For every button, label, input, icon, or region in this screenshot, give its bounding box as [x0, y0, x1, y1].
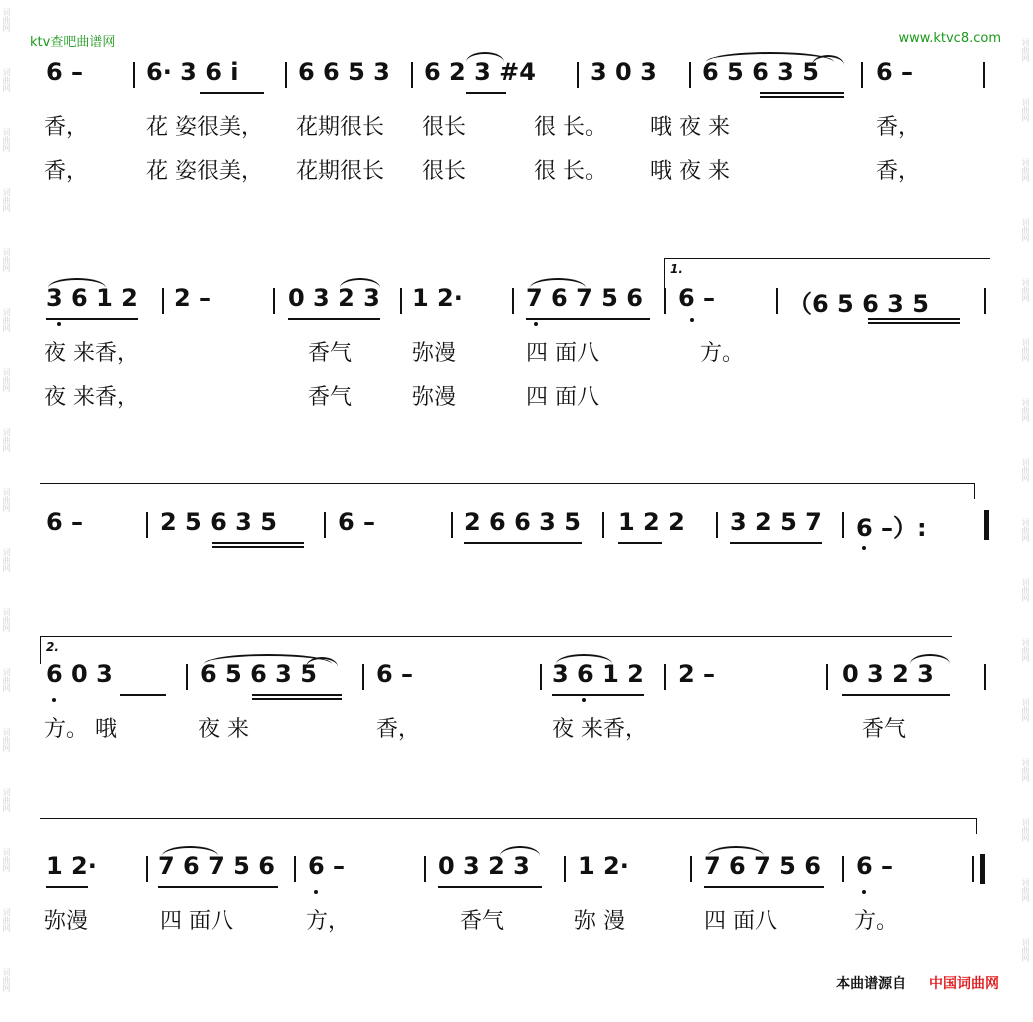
beam: [46, 886, 88, 888]
lyric: 哦 夜 来: [650, 115, 730, 140]
beam: [200, 92, 264, 94]
measure: 3 6 1 2: [46, 284, 138, 312]
volta-label: 2.: [46, 640, 59, 654]
lyric: 很 长。: [534, 159, 607, 184]
watermark-text: 词曲网: [1021, 758, 1030, 782]
low-octave-dot: [690, 318, 694, 322]
measure: 1 2·: [578, 852, 629, 880]
lyric: 四 面八: [704, 909, 777, 934]
barline: [564, 856, 566, 882]
measure: 1 2·: [46, 852, 97, 880]
low-octave-dot: [862, 890, 866, 894]
watermark-text: 词曲网: [2, 788, 11, 812]
measure: 6 –: [376, 660, 414, 688]
beam: [760, 96, 844, 98]
low-octave-dot: [57, 322, 61, 326]
volta-label: 1.: [670, 262, 683, 276]
lyric: 很长: [422, 159, 467, 184]
lyrics-verse-1: [0, 110, 1033, 140]
barline: [602, 512, 604, 538]
final-barline-thin: [972, 856, 974, 882]
barline: [146, 512, 148, 538]
slur: [530, 278, 586, 288]
beam: [288, 318, 380, 320]
watermark-text: 词曲网: [2, 548, 11, 572]
watermark-text: 词曲网: [1021, 398, 1030, 422]
measure: 1 2·: [412, 284, 463, 312]
measure: 2 –: [174, 284, 212, 312]
slur: [812, 55, 844, 65]
watermark-text: 词曲网: [2, 428, 11, 452]
watermark-text: 词曲网: [1021, 638, 1030, 662]
slur: [340, 278, 380, 288]
watermark-text: 词曲网: [2, 668, 11, 692]
lyric: 弥漫: [44, 909, 89, 934]
barline: [273, 288, 275, 314]
watermark-text: 词曲网: [1021, 158, 1030, 182]
beam: [842, 694, 950, 696]
measure: 0 3 2 3: [438, 852, 530, 880]
notes-line: [0, 852, 1033, 892]
score-system-3: [0, 508, 1033, 678]
measure: 6 –: [308, 852, 346, 880]
lyric: 香，: [44, 115, 89, 140]
barline: [826, 664, 828, 690]
slur: [708, 846, 764, 856]
lyric: 香，: [876, 115, 921, 140]
lyric: 四 面八: [526, 341, 599, 366]
barline: [162, 288, 164, 314]
lyric: 弥漫: [412, 341, 457, 366]
barline: [451, 512, 453, 538]
lyric: 哦 夜 来: [650, 159, 730, 184]
score-system-5: [0, 852, 1033, 1022]
low-octave-dot: [862, 546, 866, 550]
watermark-text: 词曲网: [1021, 98, 1030, 122]
barline: [424, 856, 426, 882]
barline: [512, 288, 514, 314]
lyric: 香气: [308, 341, 353, 366]
watermark-text: 词曲网: [1021, 878, 1030, 902]
watermark-text: 词曲网: [1021, 578, 1030, 602]
watermark-text: 词曲网: [1021, 698, 1030, 722]
beam: [868, 318, 960, 320]
beam: [552, 694, 644, 696]
lyric: 花期很长: [296, 115, 385, 140]
lyric: 方。 哦: [44, 717, 117, 742]
barline: [690, 856, 692, 882]
lyric: 香气: [308, 385, 353, 410]
lyric: 弥漫: [412, 385, 457, 410]
repeat-bracket-line: [40, 483, 975, 484]
notes-line: [0, 660, 1033, 700]
watermark-text: 词曲网: [1021, 38, 1030, 62]
watermark-text: 词曲网: [1021, 518, 1030, 542]
barline: [664, 288, 666, 314]
volta-bracket: [664, 258, 990, 259]
lyric: 香，: [44, 159, 89, 184]
lyric: 很 长。: [534, 115, 607, 140]
slur: [48, 278, 106, 288]
low-octave-dot: [582, 698, 586, 702]
barline: [540, 664, 542, 690]
low-octave-dot: [314, 890, 318, 894]
low-octave-dot: [52, 698, 56, 702]
lyric: 夜 来香，: [552, 717, 647, 742]
barline: [983, 62, 985, 88]
lyric: 夜 来: [198, 717, 249, 742]
barline: [861, 62, 863, 88]
beam: [46, 318, 138, 320]
beam: [252, 694, 342, 696]
lyric: 香，: [376, 717, 421, 742]
brand-link[interactable]: 中国词曲网: [929, 976, 999, 992]
beam: [252, 698, 342, 700]
barline: [664, 664, 666, 690]
score-system-1: [0, 58, 1033, 228]
barline: [689, 62, 691, 88]
site-label-left[interactable]: ktv查吧曲谱网: [30, 35, 116, 50]
measure: 6 –: [678, 284, 716, 312]
barline: [577, 62, 579, 88]
watermark-text: 词曲网: [1021, 818, 1030, 842]
barline: [716, 512, 718, 538]
watermark-text: 词曲网: [2, 188, 11, 212]
barline: [400, 288, 402, 314]
beam: [438, 886, 542, 888]
watermark-text: 词曲网: [2, 608, 11, 632]
barline: [186, 664, 188, 690]
low-octave-dot: [534, 322, 538, 326]
watermark-text: 词曲网: [1021, 278, 1030, 302]
watermark-text: 词曲网: [2, 128, 11, 152]
lyric: 四 面八: [526, 385, 599, 410]
watermark-text: 词曲网: [1021, 218, 1030, 242]
watermark-text: 词曲网: [2, 308, 11, 332]
lyric: 很长: [422, 115, 467, 140]
notes-line: [0, 508, 1033, 548]
beam: [158, 886, 278, 888]
measure: 6 2 3 #4: [424, 58, 536, 86]
beam: [212, 546, 304, 548]
watermark-text: 词曲网: [2, 368, 11, 392]
measure: 6 –: [338, 508, 376, 536]
measure: 6 –）:: [856, 514, 927, 542]
barline: [324, 512, 326, 538]
beam: [704, 886, 824, 888]
beam: [466, 92, 506, 94]
repeat-end-barline: [984, 510, 989, 540]
watermark-text: 词曲网: [2, 968, 11, 992]
lyric: 夜 来香，: [44, 341, 139, 366]
lyrics-verse-1: [0, 904, 1033, 934]
lyric: 方，: [306, 909, 351, 934]
measure: 7 6 7 5 6: [526, 284, 643, 312]
lyric: 方。: [854, 909, 899, 934]
barline: [984, 288, 986, 314]
slur: [162, 846, 218, 856]
lyrics-verse-1: [0, 712, 1033, 742]
measure: （6 5 6 3 5: [788, 290, 929, 318]
measure: 2 5 6 3 5: [160, 508, 277, 536]
lyric: 香气: [862, 717, 907, 742]
lyric: 弥 漫: [574, 909, 625, 934]
watermark-text: 词曲网: [1021, 938, 1030, 962]
measure: 6 0 3: [46, 660, 113, 688]
barline: [294, 856, 296, 882]
measure: 3 0 3: [590, 58, 657, 86]
barline: [285, 62, 287, 88]
barline: [411, 62, 413, 88]
watermark-text: 词曲网: [2, 248, 11, 272]
barline: [842, 512, 844, 538]
beam: [464, 542, 582, 544]
watermark-text: 词曲网: [2, 728, 11, 752]
measure: 6 5 6 3 5: [702, 58, 819, 86]
beam: [526, 318, 650, 320]
beam: [618, 542, 662, 544]
barline: [776, 288, 778, 314]
slur: [466, 52, 504, 62]
watermark-text: 词曲网: [1021, 458, 1030, 482]
slur: [500, 846, 540, 856]
watermark-text: 词曲网: [2, 68, 11, 92]
score-system-2: [0, 262, 1033, 454]
notes-line: [0, 58, 1033, 98]
source-credit: [836, 973, 999, 993]
lyric: 花 姿很美，: [146, 115, 263, 140]
lyric: 香气: [460, 909, 505, 934]
beam: [212, 542, 304, 544]
measure: 6· 3 6 i: [146, 58, 239, 86]
beam: [120, 694, 166, 696]
lyrics-verse-2: [0, 154, 1033, 184]
watermark-text: 词曲网: [2, 488, 11, 512]
beam: [730, 542, 822, 544]
measure: 6 –: [46, 58, 84, 86]
lyric: 花 姿很美，: [146, 159, 263, 184]
lyric: 夜 来香，: [44, 385, 139, 410]
measure: 6 5 6 3 5: [200, 660, 317, 688]
bracket-hook: [976, 818, 977, 834]
repeat-bracket-hook: [974, 483, 975, 499]
barline: [146, 856, 148, 882]
final-barline-thick: [980, 854, 985, 884]
measure: 6 6 5 3: [298, 58, 390, 86]
lyrics-verse-2: [0, 380, 1033, 410]
lyric: 方。: [700, 341, 745, 366]
watermark-text: 词曲网: [2, 8, 11, 32]
watermark-text: 词曲网: [1021, 338, 1030, 362]
measure: 7 6 7 5 6: [704, 852, 821, 880]
volta-bracket: [40, 636, 952, 637]
barline: [362, 664, 364, 690]
measure: 1 2 2: [618, 508, 685, 536]
measure: 0 3 2 3: [288, 284, 380, 312]
measure: 6 –: [46, 508, 84, 536]
measure: 6 –: [856, 852, 894, 880]
measure: 2 6 6 3 5: [464, 508, 581, 536]
source-label: 本曲谱源自: [836, 976, 907, 992]
beam: [760, 92, 844, 94]
measure: 2 –: [678, 660, 716, 688]
barline: [133, 62, 135, 88]
barline: [842, 856, 844, 882]
notes-line: [0, 284, 1033, 324]
bracket-line: [40, 818, 977, 819]
measure: 0 3 2 3: [842, 660, 934, 688]
lyric: 四 面八: [160, 909, 233, 934]
barline: [984, 664, 986, 690]
measure: 3 2 5 7: [730, 508, 822, 536]
watermark-text: 词曲网: [2, 848, 11, 872]
measure: 7 6 7 5 6: [158, 852, 275, 880]
measure: 3 6 1 2: [552, 660, 644, 688]
lyric: 花期很长: [296, 159, 385, 184]
lyric: 香，: [876, 159, 921, 184]
measure: 6 –: [876, 58, 914, 86]
site-url-right[interactable]: www.ktvc8.com: [898, 31, 1001, 46]
lyrics-verse-1: [0, 336, 1033, 366]
beam: [868, 322, 960, 324]
watermark-text: 词曲网: [2, 908, 11, 932]
